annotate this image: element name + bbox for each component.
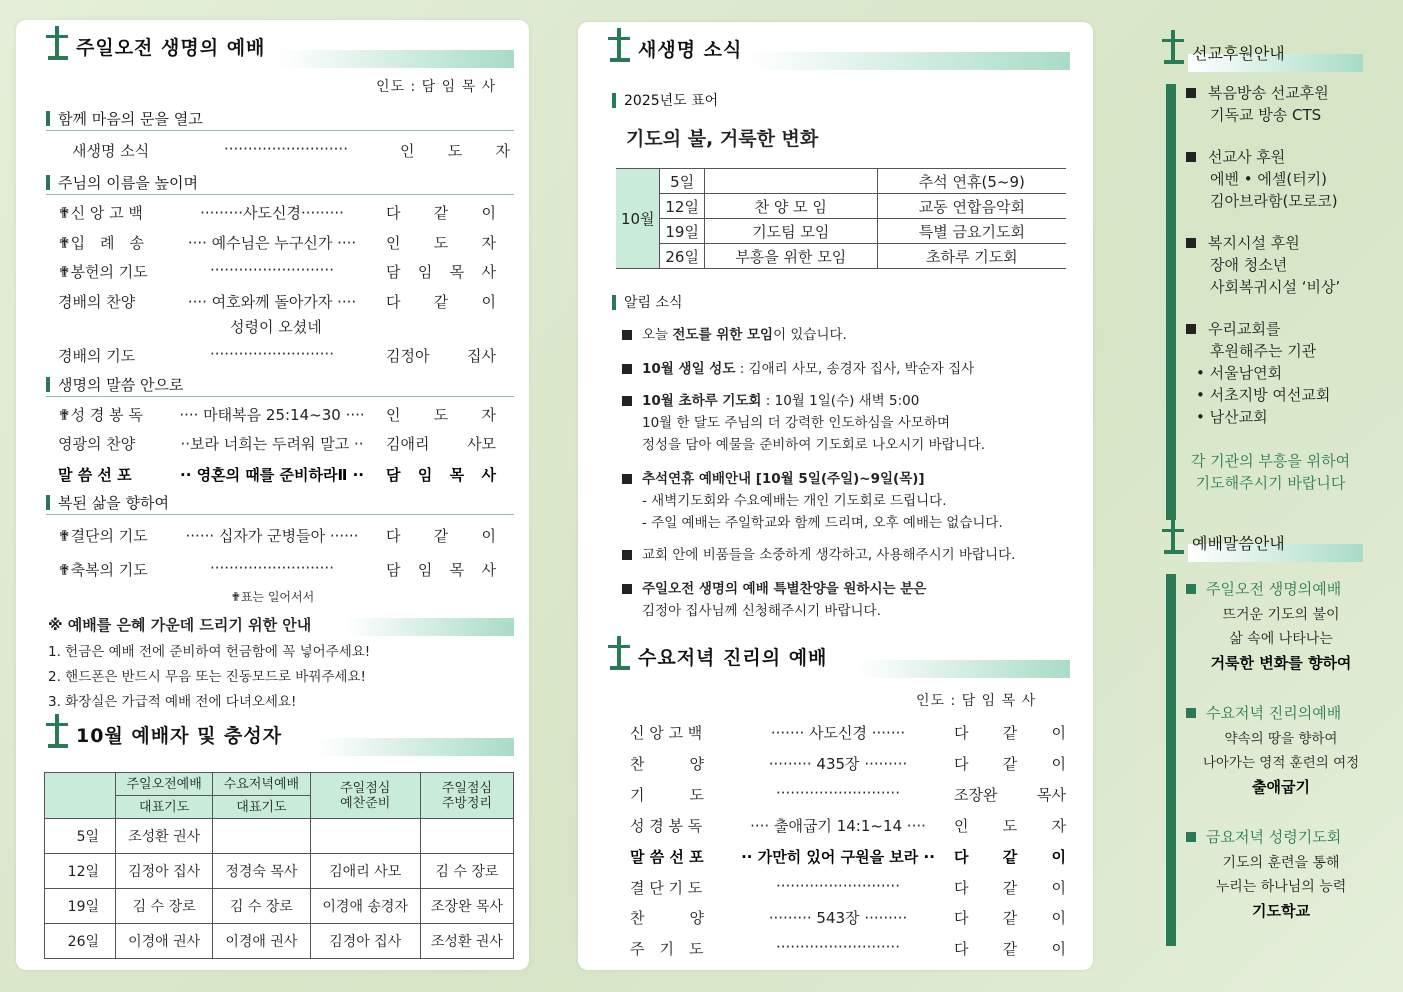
order-person: 인 도 자	[954, 817, 1066, 835]
order-row	[58, 433, 496, 454]
schedule-row	[616, 194, 1066, 219]
schedule-event: 추석 연휴(5~9)	[877, 169, 1066, 194]
table-header: 대표기도	[213, 796, 310, 819]
order-detail: ··························	[776, 784, 900, 802]
order-item: 경배의 찬양	[58, 293, 136, 311]
order-item: 주 기 도	[630, 940, 704, 958]
order-item: 찬 양	[630, 755, 704, 773]
side-bar	[1166, 574, 1176, 946]
mission-list: 복음방송 선교후원 기독교 방송 CTS 선교사 후원 에벤 • 에셀(터키) 김아브라함(모로코) 복지시설 후원 장애 청소년 사회복귀시설 ‘비상’ 우리교회를 후원해주는 기관 • 서울남연회 • 서초지방 여선교회 • 남산교회	[1186, 82, 1340, 428]
order-detail: ········· 435장 ·········	[768, 755, 908, 773]
order-item: ✟봉헌의 기도	[58, 263, 148, 281]
schedule-day: 26일	[660, 244, 704, 269]
order-item: 신 앙 고 백	[630, 724, 703, 742]
divider	[46, 130, 514, 131]
table-cell: 김정아 집사	[116, 854, 213, 889]
title-bar	[748, 52, 1070, 70]
table-cell: 조성환 권사	[420, 924, 513, 959]
cross-icon	[1162, 30, 1186, 64]
section-title	[608, 36, 742, 62]
page-title: 주일오전 생명의 예배	[76, 37, 266, 59]
notice-6: 주일오전 생명의 예배 특별찬양을 원하시는 분은 김정아 집사님께 신청해주시기 바랍니다.	[622, 578, 926, 622]
leader-text: 인도 : 담 임 목 사	[376, 79, 497, 95]
order-person: 다 같 이	[954, 755, 1066, 773]
schedule-row	[616, 169, 1066, 194]
table-cell	[420, 819, 513, 854]
divider	[46, 514, 514, 515]
table-date: 12일	[45, 854, 116, 889]
order-detail: ··························	[776, 938, 900, 956]
order-person: 다 같 이	[386, 527, 496, 545]
motto-text: 기도의 불, 거룩한 변화	[626, 128, 819, 150]
order-row	[72, 140, 510, 161]
order-row	[58, 464, 496, 485]
order-person: 인 도 자	[386, 406, 496, 424]
order-row	[630, 907, 1066, 928]
order-detail: ··························	[210, 559, 334, 577]
order-detail: ·········사도신경·········	[200, 204, 344, 222]
schedule-event: 초하루 기도회	[877, 244, 1066, 269]
order-row	[58, 261, 496, 282]
order-person: 담 임 목 사	[386, 561, 496, 579]
order-item: 새생명 소식	[72, 142, 150, 160]
order-detail: ·· 가만히 있어 구원을 보라 ··	[741, 848, 935, 866]
table-header: 대표기도	[116, 796, 213, 819]
guide-item: 3. 화장실은 가급적 예배 전에 다녀오세요!	[48, 694, 297, 710]
table-cell: 조성환 권사	[116, 819, 213, 854]
section-title	[46, 722, 282, 748]
section-title	[1162, 528, 1285, 554]
notice-5: 교회 안에 비품들을 소중하게 생각하고, 사용해주시기 바랍니다.	[622, 544, 1015, 566]
table-cell: 김 수 장로	[213, 889, 310, 924]
order-person: 김정아 집사	[386, 347, 496, 365]
order-detail: ··························	[224, 140, 348, 158]
table-date: 19일	[45, 889, 116, 924]
mission-title: 선교후원안내	[1192, 44, 1285, 63]
order-row	[58, 202, 496, 223]
title-bar	[316, 738, 514, 756]
title-bar	[346, 618, 514, 636]
guide-item: 1. 헌금은 예배 전에 준비하여 헌금함에 꼭 넣어주세요!	[48, 644, 371, 660]
wednesday-title: 수요저녁 진리의 예배	[638, 647, 828, 669]
guide-list	[48, 640, 370, 715]
order-person: 인 도 자	[386, 234, 496, 252]
subsection-heading: 생명의 말씀 안으로	[46, 374, 183, 395]
section-title	[1162, 38, 1285, 64]
cross-icon	[608, 28, 632, 62]
order-detail: ······· 사도신경 ·······	[770, 724, 906, 742]
table-title: 10월 예배자 및 충성자	[76, 725, 283, 747]
table-cell: 김 수 장로	[116, 889, 213, 924]
schedule-row	[616, 244, 1066, 269]
motto-label: 2025년도 표어	[612, 90, 718, 110]
table-cell	[213, 819, 310, 854]
schedule-event: 찬 양 모 임	[704, 194, 877, 219]
table-cell	[310, 819, 420, 854]
order-item: 성 경 봉 독	[630, 817, 703, 835]
order-item: 기 도	[630, 786, 704, 804]
guide-title: ※ 예배를 은혜 가운데 드리기 위한 안내	[48, 616, 312, 634]
news-title: 새생명 소식	[638, 39, 743, 61]
order-person: 다 같 이	[954, 940, 1066, 958]
left-panel	[16, 20, 529, 970]
section-title	[46, 34, 265, 60]
order-row	[630, 846, 1066, 867]
schedule-event: 교동 연합음악회	[877, 194, 1066, 219]
table-cell: 이경애 송경자	[310, 889, 420, 924]
table-corner	[45, 773, 116, 819]
table-row	[45, 854, 514, 889]
order-person: 다 같 이	[954, 879, 1066, 897]
middle-panel	[578, 22, 1093, 970]
subsection-heading: 주님의 이름을 높이며	[46, 172, 198, 193]
order-person: 담 임 목 사	[386, 263, 496, 281]
schedule-month: 10월	[616, 169, 660, 269]
order-row	[58, 232, 496, 253]
order-row	[58, 345, 496, 366]
cross-icon	[46, 714, 70, 748]
order-detail: ········· 543장 ·········	[768, 909, 908, 927]
subsection-heading: 복된 삶을 향하여	[46, 492, 169, 513]
section-title	[608, 644, 827, 670]
order-person: 김애리 사모	[386, 435, 496, 453]
order-person: 다 같 이	[954, 724, 1066, 742]
order-row	[630, 753, 1066, 774]
schedule-event: 부흥을 위한 모임	[704, 244, 877, 269]
order-detail: ···· 마태복음 25:14~30 ····	[179, 406, 365, 424]
schedule-row	[616, 219, 1066, 244]
notice-label: 알림 소식	[612, 292, 683, 312]
table-date: 5일	[45, 819, 116, 854]
table-row	[45, 889, 514, 924]
servers-table	[44, 772, 514, 959]
table-cell: 김애리 사모	[310, 854, 420, 889]
mission-prayer: 각 기관의 부흥을 위하여 기도해주시기 바랍니다	[1190, 452, 1351, 492]
order-item: 말 씀 선 포	[630, 848, 704, 866]
order-row	[58, 559, 496, 580]
order-row	[58, 525, 496, 546]
schedule-event: 기도팀 모임	[704, 219, 877, 244]
order-detail: ··························	[776, 877, 900, 895]
order-person: 담 임 목 사	[386, 466, 496, 484]
order-person: 다 같 이	[386, 204, 496, 222]
song-extra: 성령이 오셨네	[230, 318, 322, 336]
order-person: 다 같 이	[386, 293, 496, 311]
order-row	[58, 291, 496, 312]
order-row	[630, 877, 1066, 898]
order-detail: ······ 십자가 군병들아 ······	[185, 527, 359, 545]
notice-4: 추석연휴 예배안내 [10월 5일(주일)~9일(목)] - 새벽기도회와 수요예배는 개인 기도회로 드립니다. - 주일 예배는 주일학교와 함께 드리며, 오후 예배는 없습니다.	[622, 468, 1003, 534]
schedule-event: 특별 금요기도회	[877, 219, 1066, 244]
order-detail: ··보라 너희는 두려워 말고 ··	[180, 435, 364, 453]
divider	[46, 396, 514, 397]
order-detail: ···· 여호와께 돌아가자 ····	[187, 293, 357, 311]
order-row	[630, 938, 1066, 959]
cross-icon	[1162, 520, 1186, 554]
table-cell: 이경애 권사	[116, 924, 213, 959]
order-row	[58, 404, 496, 425]
order-person: 다 같 이	[954, 909, 1066, 927]
order-detail: ···· 예수님은 누구신가 ····	[187, 234, 357, 252]
order-item: ✟결단의 기도	[58, 527, 148, 545]
table-header: 주일점심 예찬준비	[310, 773, 420, 819]
subsection-heading: 함께 마음의 문을 열고	[46, 108, 203, 129]
table-cell: 조장완 목사	[420, 889, 513, 924]
order-detail: ···· 출애굽기 14:1~14 ····	[750, 817, 926, 835]
side-bar	[1166, 84, 1176, 520]
stand-note: ✟표는 일어서서	[230, 590, 315, 604]
table-header: 주일오전예배	[116, 773, 213, 796]
notice-2: 10월 생일 성도 : 김애리 사모, 송경자 집사, 박순자 집사	[622, 358, 974, 380]
cross-icon	[608, 636, 632, 670]
table-cell: 김경아 집사	[310, 924, 420, 959]
order-item: 영광의 찬양	[58, 435, 136, 453]
title-bar	[278, 50, 514, 68]
order-row	[630, 815, 1066, 836]
order-item: ✟신 앙 고 백	[58, 204, 143, 222]
table-row	[45, 819, 514, 854]
table-date: 26일	[45, 924, 116, 959]
order-person: 인 도 자	[400, 142, 510, 160]
notice-1: 오늘 전도를 위한 모임이 있습니다.	[622, 324, 847, 346]
title-bar	[858, 660, 1070, 678]
order-row	[630, 784, 1066, 805]
order-item: ✟입 례 송	[58, 234, 145, 252]
guide-item: 2. 핸드폰은 반드시 무음 또는 진동모드로 바꿔주세요!	[48, 669, 366, 685]
order-item: 결 단 기 도	[630, 879, 703, 897]
sermon-title: 예배말씀안내	[1192, 534, 1285, 553]
order-item: 말 씀 선 포	[58, 466, 132, 484]
order-person: 조장완 목사	[954, 786, 1066, 804]
schedule-day: 19일	[660, 219, 704, 244]
right-panel	[1158, 20, 1384, 950]
order-row	[630, 722, 1066, 743]
order-item: 찬 양	[630, 909, 704, 927]
schedule-event	[704, 169, 877, 194]
leader-text: 인도 : 담 임 목 사	[916, 693, 1037, 709]
table-row	[45, 924, 514, 959]
order-detail: ··························	[210, 345, 334, 363]
schedule-day: 12일	[660, 194, 704, 219]
schedule-day: 5일	[660, 169, 704, 194]
table-cell: 김 수 장로	[420, 854, 513, 889]
order-detail: ·· 영혼의 때를 준비하라Ⅱ ··	[180, 466, 364, 484]
order-item: 경배의 기도	[58, 347, 136, 365]
order-detail: ··························	[210, 261, 334, 279]
order-item: ✟축복의 기도	[58, 561, 148, 579]
sermon-list: 주일오전 생명의예배 뜨거운 기도의 불이 삶 속에 나타나는 거룩한 변화를 향하여 수요저녁 진리의예배 약속의 땅을 향하여 나아가는 영적 훈련의 여정 출애굽기 금요저녁 성령기도회 기도의 훈련을 통해 누리는 하나님의 능력 기도학교	[1186, 578, 1376, 922]
order-item: ✟성 경 봉 독	[58, 406, 143, 424]
schedule-table	[616, 168, 1066, 269]
notice-3: 10월 초하루 기도회 : 10월 1일(수) 새벽 5:00 10월 한 달도 주님의 더 강력한 인도하심을 사모하며 정성을 담아 예물을 준비하여 기도회로 나오시기 바랍니다.	[622, 390, 985, 456]
table-header: 주일점심 주방정리	[420, 773, 513, 819]
cross-icon	[46, 26, 70, 60]
order-person: 다 같 이	[954, 848, 1066, 866]
table-header: 수요저녁예배	[213, 773, 310, 796]
divider	[46, 194, 514, 195]
table-cell: 정경숙 목사	[213, 854, 310, 889]
table-cell: 이경애 권사	[213, 924, 310, 959]
